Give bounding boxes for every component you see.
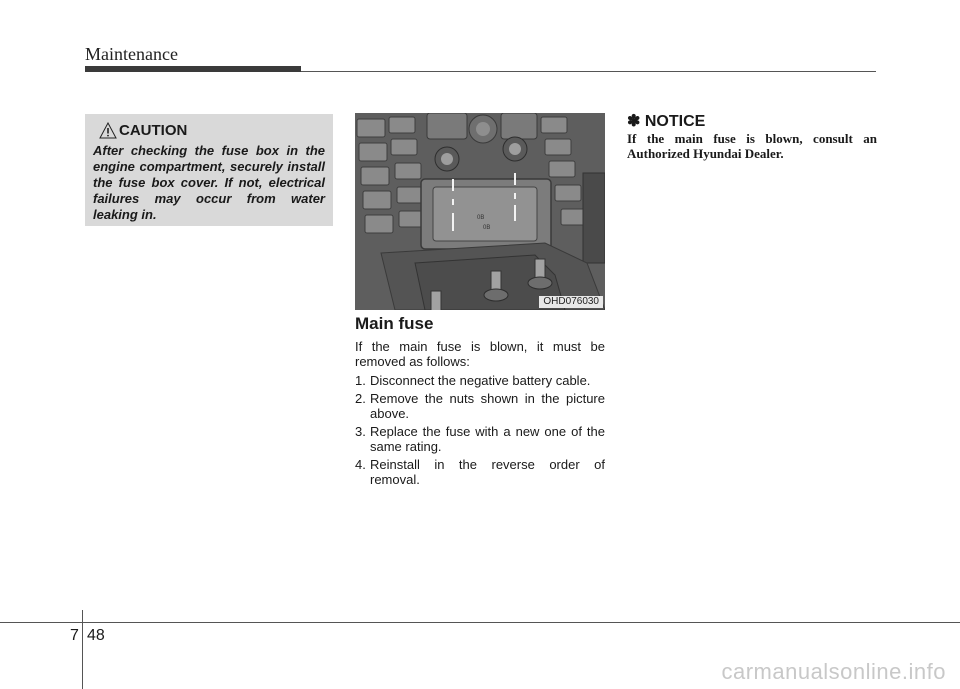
caution-box bbox=[85, 114, 333, 226]
step-number: 1. bbox=[355, 373, 366, 388]
footer-divider bbox=[82, 610, 83, 689]
caution-label: CAUTION bbox=[119, 122, 188, 139]
main-fuse-steps bbox=[355, 373, 605, 487]
watermark: carmanualsonline.info bbox=[721, 659, 946, 684]
fuse-box-drawing bbox=[355, 113, 605, 310]
step-text: Remove the nuts shown in the picture above. bbox=[370, 391, 605, 421]
step-text: Disconnect the negative battery cable. bbox=[370, 373, 591, 388]
caution-text: After checking the fuse box in the engine compartment, securely install the fuse box cover. If not, electrical failures may occur from water leaking in. bbox=[93, 143, 325, 222]
main-fuse-body bbox=[355, 339, 605, 490]
chapter-number: 7 bbox=[70, 627, 79, 644]
warning-triangle-icon bbox=[99, 122, 117, 140]
footer-rule bbox=[0, 622, 960, 623]
step-number: 3. bbox=[355, 424, 366, 439]
fuse-box-illustration bbox=[355, 113, 605, 310]
notice-text: If the main fuse is blown, consult an Authorized Hyundai Dealer. bbox=[627, 131, 877, 161]
step-item bbox=[355, 424, 605, 454]
header-rule bbox=[301, 71, 876, 72]
notice-heading: ✽ NOTICE bbox=[627, 113, 706, 130]
step-item bbox=[355, 457, 605, 487]
figure-code: OHD076030 bbox=[539, 296, 603, 308]
page-number: 48 bbox=[87, 627, 105, 644]
step-number: 2. bbox=[355, 391, 366, 406]
step-number: 4. bbox=[355, 457, 366, 472]
svg-text:0B: 0B bbox=[483, 225, 491, 231]
step-item bbox=[355, 391, 605, 421]
svg-text:0B: 0B bbox=[477, 215, 485, 221]
main-fuse-heading: Main fuse bbox=[355, 314, 434, 333]
step-item bbox=[355, 373, 605, 388]
page-header-title: Maintenance bbox=[85, 44, 178, 64]
header-bar bbox=[85, 66, 301, 72]
main-fuse-intro: If the main fuse is blown, it must be removed as follows: bbox=[355, 339, 605, 369]
step-text: Reinstall in the reverse order of removal. bbox=[370, 457, 605, 487]
step-text: Replace the fuse with a new one of the same rating. bbox=[370, 424, 605, 454]
caution-heading bbox=[99, 122, 187, 139]
